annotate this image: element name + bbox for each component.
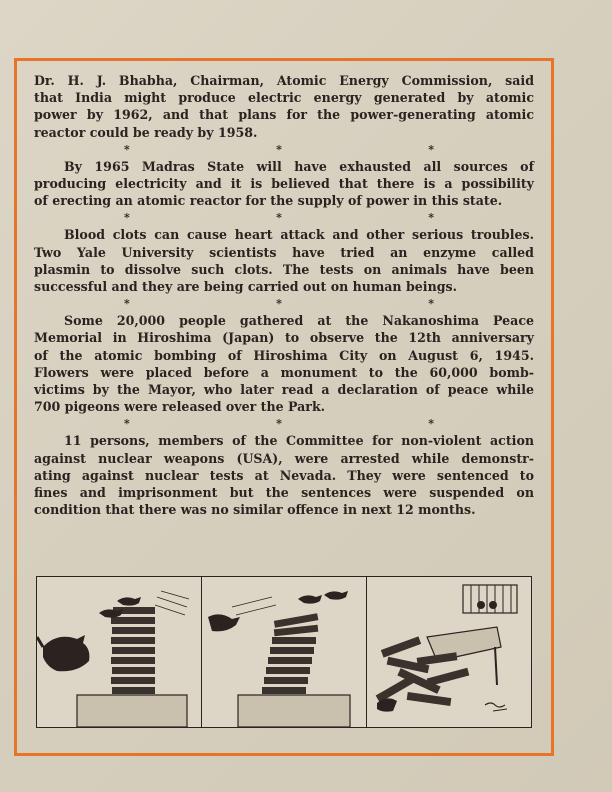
paragraph-nevada [34, 432, 534, 518]
star-separator: * [124, 297, 130, 311]
star-separator: * [276, 417, 282, 431]
star-separator: * [124, 417, 130, 431]
star-separator: * [276, 297, 282, 311]
text-line: condition that there was no similar offence in next 12 months. [34, 502, 476, 518]
article-text [34, 72, 534, 518]
star-separator: * [276, 211, 282, 225]
text-line: fines and imprisonment but the sentences were suspended on [34, 485, 534, 501]
text-line: of erecting an atomic reactor for the supply of power in this state. [34, 193, 503, 209]
text-line: Memorial in Hiroshima (Japan) to observe the 12th anniversary [34, 330, 534, 346]
text-line: Some 20,000 people gathered at the Nakanoshima Peace [64, 313, 534, 329]
paragraph-blood-clots [34, 226, 534, 295]
text-line: victims by the Mayor, who later read a declaration of peace while [34, 382, 534, 398]
text-line: 11 persons, members of the Committee for non-violent action [64, 433, 534, 449]
text-line: that India might produce electric energy generated by atomic [34, 90, 534, 106]
separator-stars [34, 415, 534, 432]
artist-signature [485, 703, 507, 711]
text-line: ating against nuclear tests at Nevada. They were sentenced to [34, 467, 534, 483]
star-separator: * [428, 211, 434, 225]
books-fallen-on-cat-illustration [367, 577, 531, 727]
cat-jumps-at-book-stack-illustration [37, 577, 201, 727]
text-line: against nuclear weapons (USA), were arrested while demonstr- [34, 450, 534, 466]
cartoon-panel-1 [37, 577, 202, 727]
star-separator: * [276, 142, 282, 156]
text-line: By 1965 Madras State will have exhausted all sources of [64, 158, 534, 174]
paragraph-bhabha [34, 72, 534, 141]
text-line: Two Yale University scientists have tried an enzyme called [34, 244, 534, 260]
star-separator: * [124, 211, 130, 225]
separator-stars [34, 295, 534, 312]
text-line: producing electricity and it is believed that there is a possibility [34, 176, 534, 192]
text-line: power by 1962, and that plans for the power-generating atomic [34, 107, 534, 123]
text-line: plasmin to dissolve such clots. The tests on animals have been [34, 261, 534, 277]
star-separator: * [428, 417, 434, 431]
cartoon-strip [36, 576, 532, 728]
separator-stars [34, 209, 534, 226]
star-separator: * [124, 142, 130, 156]
text-line: Blood clots can cause heart attack and other serious troubles. [64, 227, 534, 243]
text-line: 700 pigeons were released over the Park. [34, 399, 326, 415]
paragraph-hiroshima [34, 312, 534, 415]
cartoon-panel-3 [367, 577, 531, 727]
paragraph-madras [34, 158, 534, 210]
cartoon-panel-2 [202, 577, 367, 727]
star-separator: * [428, 297, 434, 311]
text-line: reactor could be ready by 1958. [34, 124, 258, 140]
text-line: of the atomic bombing of Hiroshima City on August 6, 1945. [34, 347, 534, 363]
text-line: successful and they are being carried out on human beings. [34, 279, 458, 295]
book-stack-tipping-illustration [202, 577, 366, 727]
star-separator: * [428, 142, 434, 156]
separator-stars [34, 141, 534, 158]
text-line: Dr. H. J. Bhabha, Chairman, Atomic Energy Commission, said [34, 73, 534, 88]
text-line: Flowers were placed before a monument to the 60,000 bomb- [34, 364, 534, 380]
